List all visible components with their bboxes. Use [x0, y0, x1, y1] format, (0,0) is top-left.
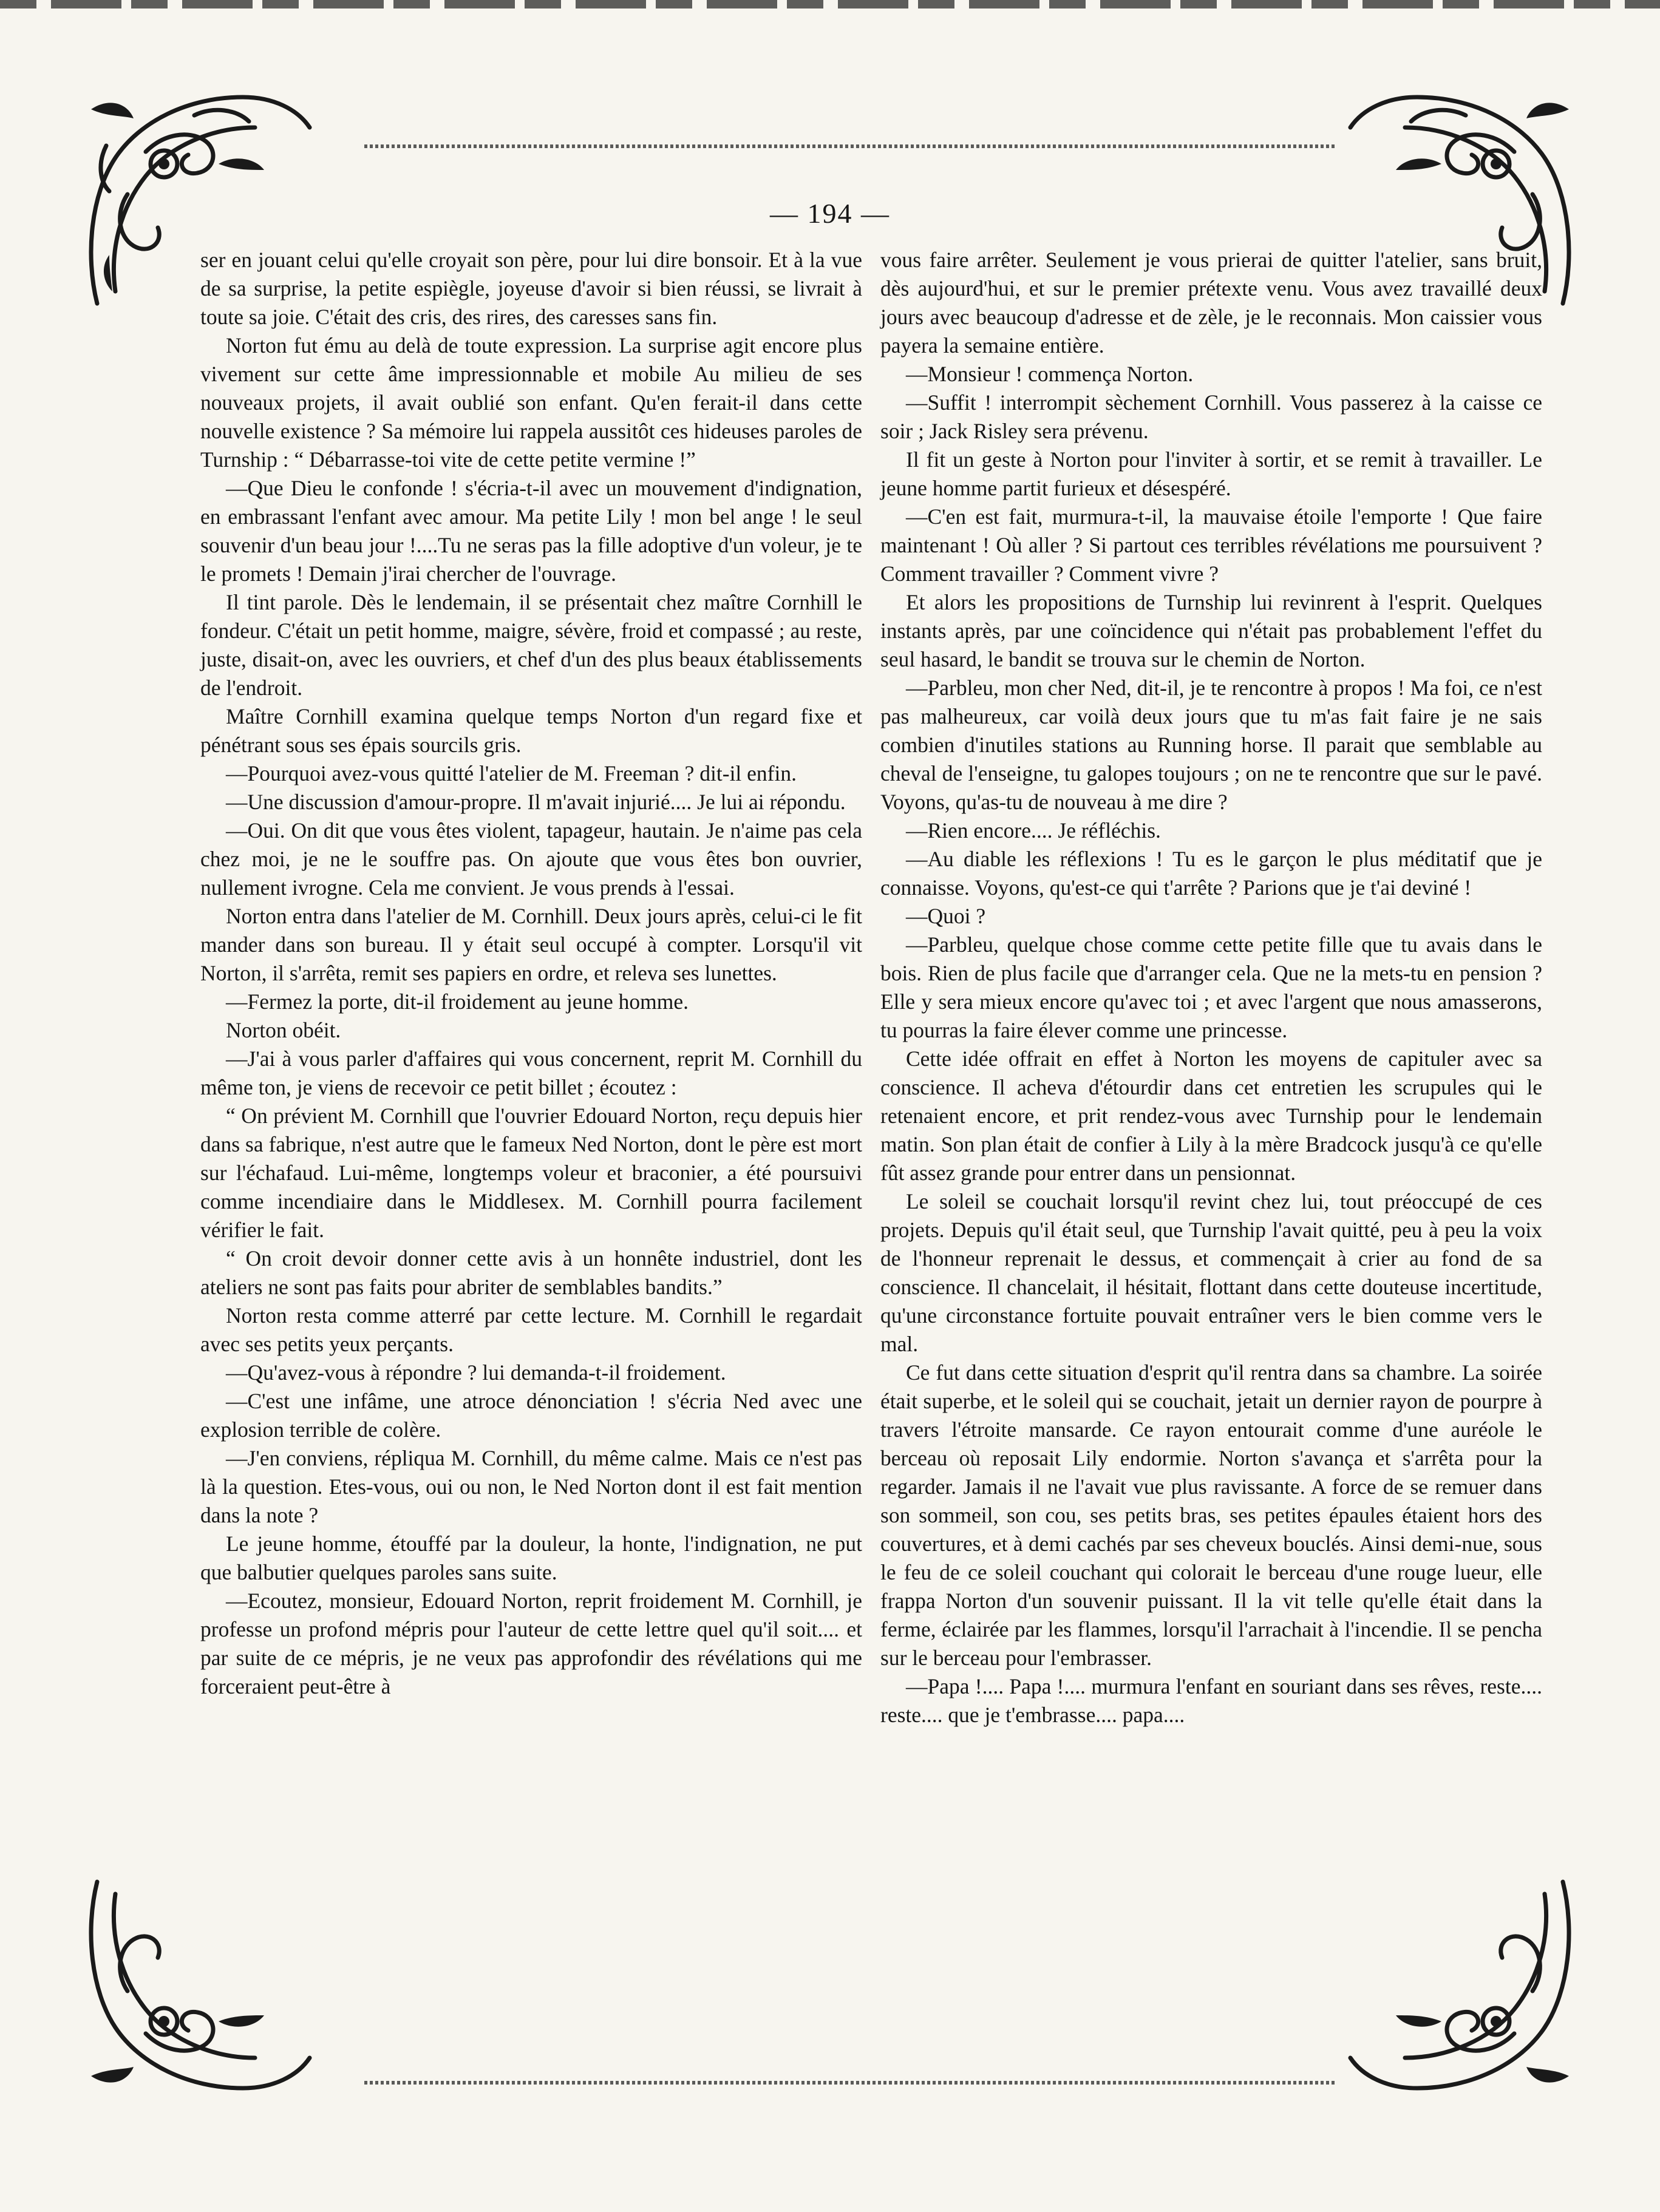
paragraph: —Pourquoi avez-vous quitté l'atelier de M. Freeman ? dit-il enfin. [226, 761, 797, 785]
paragraph: Ce fut dans cette situation d'esprit qu'il rentra dans sa chambre. La soirée était superbe, et le soleil qui se couchait, jetait un dernier rayon de pourpre à travers l'étroite mansarde. Ce rayon entourait comme d'une auréole le berceau où reposait Lily endormie. Norton s'avança et s'arrêta pour la regarder. Jamais il ne l'avait vue plus ravissante. A force de se remuer dans son sommeil, son cou, ses petits bras, ses petites épaules étaient hors des couvertures, et à demi cachés par ses cheveux bouclés. Ainsi demi-nue, sous le feu de ce soleil couchant qui colorait le berceau d'une rouge lueur, elle frappa Norton d'un souvenir puissant. Il la vit telle qu'elle était dans la ferme, éclairée par les flammes, lorsqu'il l'arrachait à l'incendie. Il se pencha sur le berceau pour l'embrasser. [880, 1360, 1542, 1670]
paragraph: Maître Cornhill examina quelque temps Norton d'un regard fixe et pénétrant sous ses épais sourcils gris. [200, 704, 862, 757]
paragraph: “ On croit devoir donner cette avis à un honnête industriel, dont les ateliers ne sont pas faits pour abriter de semblables bandits.” [200, 1246, 862, 1299]
paragraph: vous faire arrêter. Seulement je vous prierai de quitter l'atelier, sans bruit, dès aujourd'hui, et sur le premier prétexte venu. Vous avez travaillé deux jours avec beaucoup d'adresse et de zèle, je le reconnais. Mon caissier vous payera la semaine entière. [880, 248, 1542, 358]
paragraph: —C'est une infâme, une atroce dénonciation ! s'écria Ned avec une explosion terrible de colère. [200, 1389, 862, 1442]
scan-edge-strip [0, 0, 1660, 8]
top-border-rule [364, 144, 1336, 148]
paragraph: —J'en conviens, répliqua M. Cornhill, du même calme. Mais ce n'est pas là la question. Etes-vous, oui ou non, le Ned Norton dont il est fait mention dans la note ? [200, 1446, 862, 1527]
paragraph: Le jeune homme, étouffé par la douleur, la honte, l'indignation, ne put que balbutier quelques paroles sans suite. [200, 1532, 862, 1584]
paragraph: —Rien encore.... Je réfléchis. [906, 818, 1161, 843]
paragraph: Et alors les propositions de Turnship lui revinrent à l'esprit. Quelques instants après, par une coïncidence qui n'était pas probablement l'effet du seul hasard, le bandit se trouva sur le chemin de Norton. [880, 590, 1542, 671]
paragraph: —Une discussion d'amour-propre. Il m'avait injurié.... Je lui ai répondu. [226, 790, 846, 814]
paragraph: —Fermez la porte, dit-il froidement au jeune homme. [226, 989, 689, 1014]
paragraph: —Parbleu, mon cher Ned, dit-il, je te rencontre à propos ! Ma foi, ce n'est pas malheureux, car voilà deux jours que tu m'as fait faire je ne sais combien d'inutiles stations au Running horse. Il parait que semblable au cheval de l'enseigne, tu galopes toujours ; on ne te rencontre que sur le pavé. Voyons, qu'as-tu de nouveau à me dire ? [880, 676, 1542, 814]
paragraph: —Qu'avez-vous à répondre ? lui demanda-t-il froidement. [226, 1360, 726, 1385]
paragraph: Norton fut ému au delà de toute expression. La surprise agit encore plus vivement sur cette âme impressionnable et mobile Au milieu de ses nouveaux projets, il avait oublié son enfant. Qu'en ferait-il dans cette nouvelle existence ? Sa mémoire lui rappela aussitôt ces hideuses paroles de Turnship : “ Débarrasse-toi vite de cette petite vermine !” [200, 333, 862, 472]
corner-ornament-icon [73, 1870, 316, 2112]
paragraph: Norton obéit. [226, 1018, 341, 1042]
paragraph: ser en jouant celui qu'elle croyait son père, pour lui dire bonsoir. Et à la vue de sa surprise, la petite espiègle, joyeuse d'avoir si bien réussi, se livrait à toute sa joie. C'était des cris, des rires, des caresses sans fin. [200, 248, 862, 329]
paragraph: —Ecoutez, monsieur, Edouard Norton, reprit froidement M. Cornhill, je professe un profond mépris pour l'auteur de cette lettre quel qu'il soit.... et par suite de ce mépris, je ne veux pas approfondir des révélations qui me forceraient peut-être à [200, 1589, 862, 1698]
paragraph: Le soleil se couchait lorsqu'il revint chez lui, tout préoccupé de ces projets. Depuis qu'il était seul, que Turnship l'avait quitté, peu à peu la voix de l'honneur reprenait le dessus, et commençait à crier au fond de sa conscience. Il chancelait, il hésitait, flottant dans cette douteuse incertitude, qu'une circonstance fortuite pouvait entraîner vers le bien comme vers le mal. [880, 1189, 1542, 1356]
page-number: — 194 — [770, 198, 890, 229]
paragraph: Il tint parole. Dès le lendemain, il se présentait chez maître Cornhill le fondeur. C'était un petit homme, maigre, sévère, froid et compassé ; au reste, juste, disait-on, avec les ouvriers, et chef d'un des plus beaux établissements de l'endroit. [200, 590, 862, 700]
paragraph: —C'en est fait, murmura-t-il, la mauvaise étoile l'emporte ! Que faire maintenant ! Où aller ? Si partout ces terribles révélations me poursuivent ? Comment travailler ? Comment vivre ? [880, 504, 1542, 586]
paragraph: —Suffit ! interrompit sèchement Cornhill. Vous passerez à la caisse ce soir ; Jack Risley sera prévenu. [880, 390, 1542, 443]
right-text-column [880, 246, 1542, 1729]
bottom-border-rule [364, 2081, 1336, 2085]
paragraph: Norton resta comme atterré par cette lecture. M. Cornhill le regardait avec ses petits yeux perçants. [200, 1303, 862, 1356]
paragraph: —Monsieur ! commença Norton. [906, 362, 1194, 386]
paragraph: Il fit un geste à Norton pour l'inviter à sortir, et se remit à travailler. Le jeune homme partit furieux et désespéré. [880, 447, 1542, 500]
paragraph: —J'ai à vous parler d'affaires qui vous concernent, reprit M. Cornhill du même ton, je viens de recevoir ce petit billet ; écoutez : [200, 1047, 862, 1099]
paragraph: —Au diable les réflexions ! Tu es le garçon le plus méditatif que je connaisse. Voyons, qu'est-ce qui t'arrête ? Parions que je t'ai deviné ! [880, 847, 1542, 900]
left-text-column [200, 246, 862, 1701]
paragraph: Norton entra dans l'atelier de M. Cornhill. Deux jours après, celui-ci le fit mander dans son bureau. Il y était seul occupé à compter. Lorsqu'il vit Norton, il s'arrêta, remit ses papiers en ordre, et releva ses lunettes. [200, 904, 862, 985]
paragraph: “ On prévient M. Cornhill que l'ouvrier Edouard Norton, reçu depuis hier dans sa fabrique, n'est autre que le fameux Ned Norton, dont le père est mort sur l'échafaud. Lui-même, longtemps voleur et braconier, a été poursuivi comme incendiaire dans le Middlesex. M. Cornhill pourra facilement vérifier le fait. [200, 1104, 862, 1242]
paragraph: —Parbleu, quelque chose comme cette petite fille que tu avais dans le bois. Rien de plus facile que d'arranger cela. Que ne la mets-tu en pension ? Elle y sera mieux encore qu'avec toi ; et avec l'argent que nous amasserons, tu pourras la faire élever comme une princesse. [880, 932, 1542, 1042]
paragraph: —Oui. On dit que vous êtes violent, tapageur, hautain. Je n'aime pas cela chez moi, je ne le souffre pas. On ajoute que vous êtes bon ouvrier, nullement ivrogne. Cela me convient. Je vous prends à l'essai. [200, 818, 862, 900]
paragraph: —Papa !.... Papa !.... murmura l'enfant en souriant dans ses rêves, reste.... reste.... que je t'embrasse.... papa.... [880, 1674, 1542, 1727]
corner-ornament-icon [1344, 1870, 1587, 2112]
paragraph: —Quoi ? [906, 904, 986, 928]
paragraph: —Que Dieu le confonde ! s'écria-t-il avec un mouvement d'indignation, en embrassant l'enfant avec amour. Ma petite Lily ! mon bel ange ! le seul souvenir d'un beau jour !....Tu ne seras pas la fille adoptive d'un voleur, je te le promets ! Demain j'irai chercher de l'ouvrage. [200, 476, 862, 586]
paragraph: Cette idée offrait en effet à Norton les moyens de capituler avec sa conscience. Il acheva d'étourdir dans cet entretien les scrupules qui le retenaient encore, et prit rendez-vous avec Turnship pour le lendemain matin. Son plan était de confier à Lily à la mère Bradcock jusqu'à ce qu'elle fût assez grande pour entrer dans un pensionnat. [880, 1047, 1542, 1185]
